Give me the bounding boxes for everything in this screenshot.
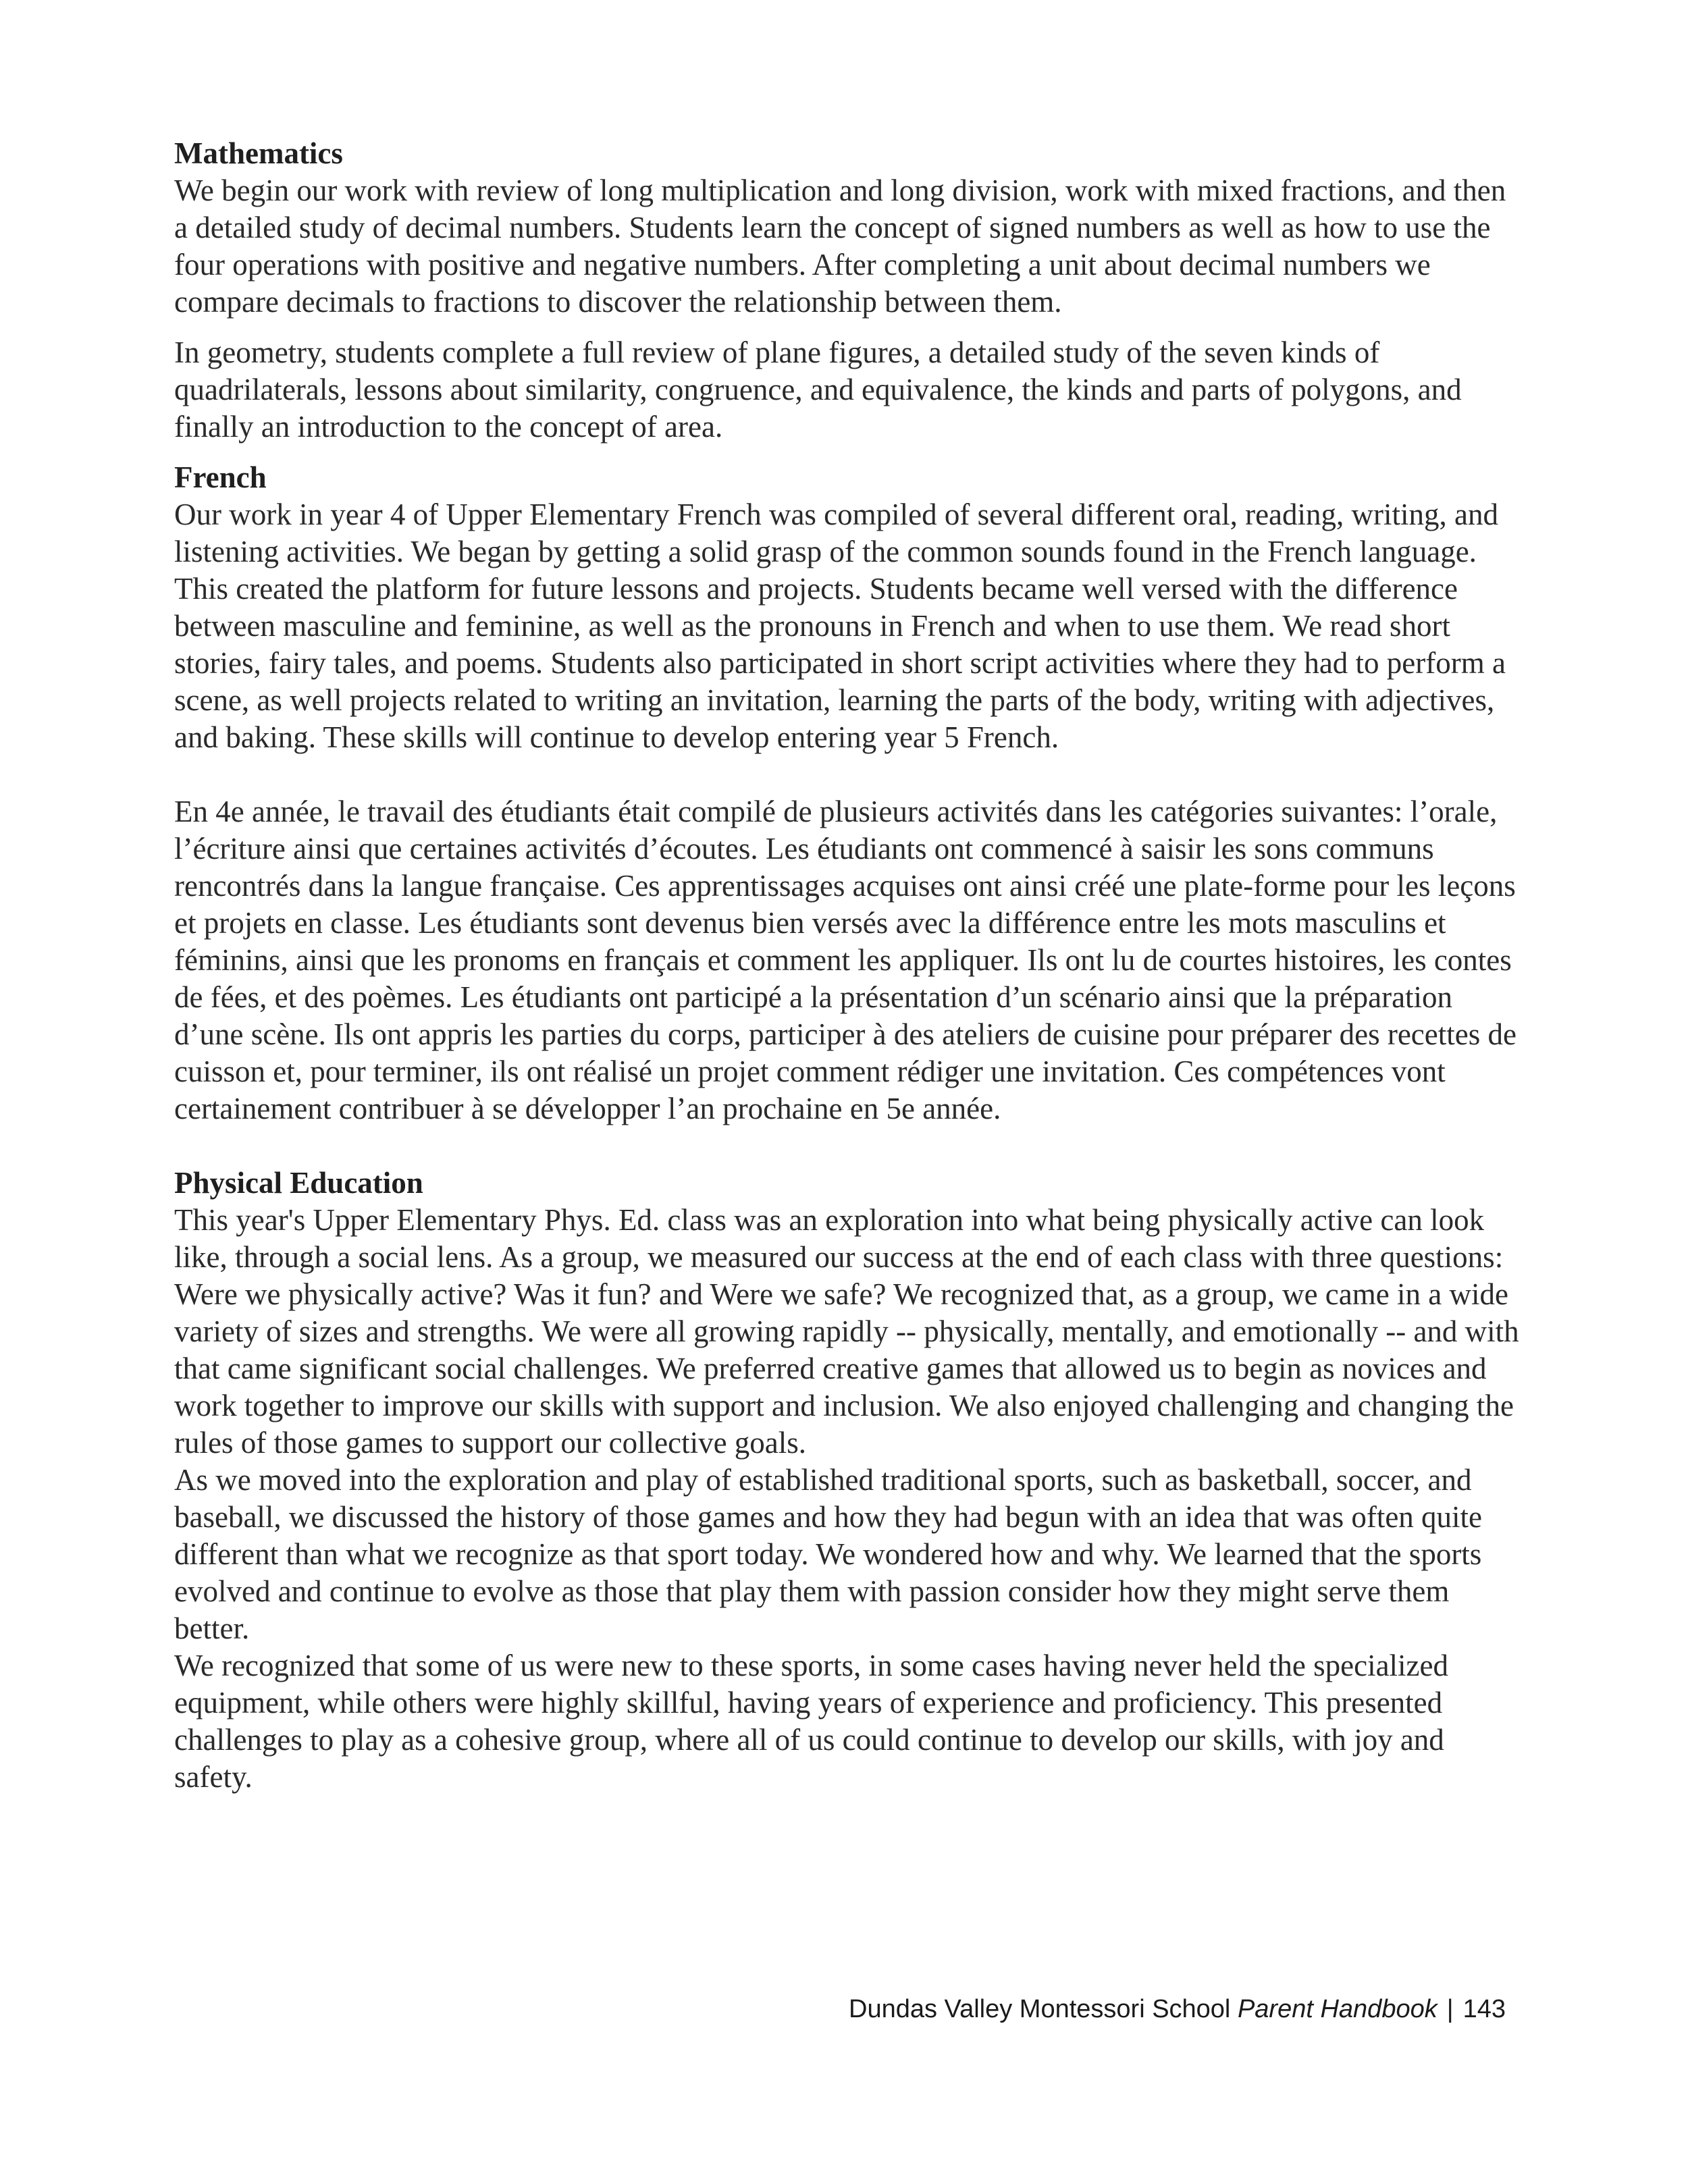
pe-paragraph-1: This year's Upper Elementary Phys. Ed. class was an exploration into what being physically active can look like, through a social lens. As a group, we measured our success at the end of each class with three questions: Were we physically active? Was it fun? and Were we safe? We recognized that, as a group, we came in a wide variety of sizes and strengths. We were all growing rapidly -- physically, mentally, and emotionally -- and with that came significant social challenges. We preferred creative games that allowed us to begin as novices and work together to improve our skills with support and inclusion. We also enjoyed challenging and changing the rules of those games to support our collective goals. bbox=[174, 1203, 1519, 1460]
footer-handbook-title: Parent Handbook bbox=[1237, 1995, 1438, 2023]
pe-paragraph-2: As we moved into the exploration and play of established traditional sports, such as basketball, soccer, and baseball, we discussed the history of those games and how they had begun with an idea that was often quite different than what we recognize as that sport today. We wondered how and why. We learned that the sports evolved and continue to evolve as those that play them with passion consider how they might serve them better. bbox=[174, 1463, 1483, 1645]
french-heading: French bbox=[174, 460, 267, 494]
pe-paragraph-3: We recognized that some of us were new to these sports, in some cases having never held the specialized equipment, while others were highly skillful, having years of experience and proficiency. This presented challenges to play as a cohesive group, where all of us could continue to develop our skills, with joy and safety. bbox=[174, 1649, 1448, 1794]
math-paragraph-1: We begin our work with review of long multiplication and long division, work with mixed fractions, and then a detailed study of decimal numbers. Students learn the concept of signed numbers as well as how to use the four operations with positive and negative numbers. After completing a unit about decimal numbers we compare decimals to fractions to discover the relationship between them. bbox=[174, 174, 1506, 319]
footer-school-name: Dundas Valley Montessori School bbox=[849, 1995, 1231, 2023]
math-paragraph-2: In geometry, students complete a full review of plane figures, a detailed study of the seven kinds of quadrilaterals, lessons about similarity, congruence, and equivalence, the kinds and parts of polygons, and finally an introduction to the concept of area. bbox=[174, 336, 1462, 444]
page-footer bbox=[849, 1995, 1506, 2024]
french-paragraph-english: Our work in year 4 of Upper Elementary French was compiled of several different oral, reading, writing, and listening activities. We began by getting a solid grasp of the common sounds found in the French language. This created the platform for future lessons and projects. Students became well versed with the difference between masculine and feminine, as well as the pronouns in French and when to use them. We read short stories, fairy tales, and poems. Students also participated in short script activities where they had to perform a scene, as well projects related to writing an invitation, learning the parts of the body, writing with adjectives, and baking. These skills will continue to develop entering year 5 French. bbox=[174, 498, 1506, 754]
french-paragraph-french: En 4e année, le travail des étudiants était compilé de plusieurs activités dans les catégories suivantes: l’orale, l’écriture ainsi que certaines activités d’écoutes. Les étudiants ont commencé à saisir les sons communs rencontrés dans la langue française. Ces apprentissages acquises ont ainsi créé une plate-forme pour les leçons et projets en classe. Les étudiants sont devenus bien versés avec la différence entre les mots masculins et féminins, ainsi que les pronoms en français et comment les appliquer. Ils ont lu de courtes histoires, les contes de fées, et des poèmes. Les étudiants ont participé a la présentation d’un scénario ainsi que la préparation d’une scène. Ils ont appris les parties du corps, participer à des ateliers de cuisine pour préparer des recettes de cuisson et, pour terminer, ils ont réalisé un projet comment rédiger une invitation. Ces compétences vont certainement contribuer à se développer l’an prochaine en 5e année. bbox=[174, 795, 1516, 1125]
math-heading: Mathematics bbox=[174, 136, 343, 170]
pe-heading: Physical Education bbox=[174, 1166, 423, 1200]
footer-separator: | bbox=[1446, 1995, 1454, 2023]
document-page bbox=[174, 135, 1525, 1796]
footer-page-number: 143 bbox=[1462, 1995, 1506, 2023]
